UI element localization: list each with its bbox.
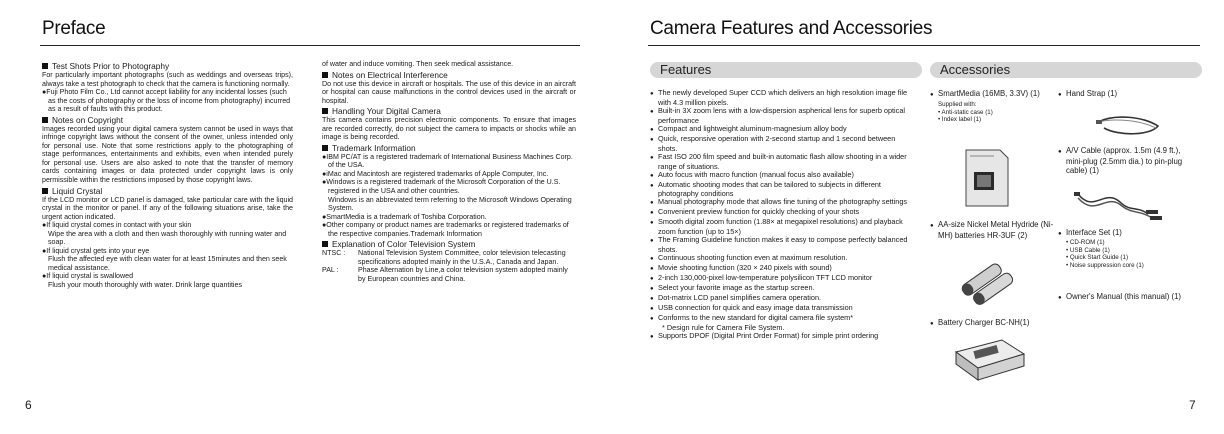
features-list	[650, 89, 908, 342]
paragraph: of water and induce vomiting. Then seek medical assistance.	[322, 60, 514, 68]
feature-item: ● Conforms to the new standard for digital camera file system*	[650, 314, 908, 324]
accessory-strap	[1058, 89, 1196, 100]
section-heading-text: Explanation of Color Television System	[332, 239, 476, 250]
accessory-owners-manual	[1058, 292, 1196, 303]
section-heading-text: Notes on Electrical Interference	[332, 69, 448, 80]
section-heading-text: Liquid Crystal	[52, 185, 103, 196]
square-bullet-icon	[42, 188, 48, 194]
interface-item: • Quick Start Guide (1)	[1066, 254, 1128, 262]
preface-column-1	[42, 60, 293, 290]
square-bullet-icon	[322, 241, 328, 247]
section-heading-text: Handling Your Digital Camera	[332, 106, 441, 117]
feature-item: ● Continuous shooting function even at maximum resolution.	[650, 254, 908, 264]
supplied-item: • Index label (1)	[938, 116, 982, 124]
feature-item: ● Select your favorite image as the startup screen.	[650, 284, 908, 294]
accessory-batteries	[930, 220, 1055, 240]
section-heading-text: Notes on Copyright	[52, 114, 124, 125]
definition-item	[322, 249, 576, 266]
feature-item: ● Movie shooting function (320 × 240 pixels with sound)	[650, 264, 908, 274]
interface-item: • USB Cable (1)	[1066, 246, 1110, 254]
accessory-interface-set	[1058, 228, 1196, 270]
right-title-rule	[648, 45, 1200, 46]
section-heading-text: Test Shots Prior to Photography	[52, 61, 170, 71]
feature-item: ● Convenient preview function for quickly checking of your shots	[650, 208, 908, 218]
feature-item: ● Built-in 3X zoom lens with a low-dispersion aspherical lens for superb optical performance	[650, 107, 908, 125]
section-heading	[322, 70, 576, 80]
owners-manual-label: ● Owner's Manual (this manual) (1)	[1058, 292, 1196, 303]
right-page-title: Camera Features and Accessories	[650, 18, 933, 39]
bullet-paragraph: ●Other company or product names are trademarks or registered trademarks of the respective companies.Trademark Information	[322, 221, 569, 238]
bullet-paragraph: ●If liquid crystal gets into your eye	[42, 246, 150, 255]
feature-item: ● Fast ISO 200 film speed and built-in automatic flash allow shooting in a wider range of situations.	[650, 153, 908, 171]
batteries-illustration	[958, 263, 1018, 307]
paragraph: Images recorded using your digital camera system cannot be used in ways that infringe copyright laws without the consent of the owner, unless intended only for personal use. Note that some restrictions apply to the photographing of stage performances, entertainments and exhibits, even when intended purely for personal use. Users are also asked to note that the transfer of memory cards containing images or data protected under copyright laws is only permissible within the restrictions imposed by those copyright laws.	[42, 124, 293, 185]
paragraph: Flush your mouth thoroughly with water. Drink large quantities	[48, 281, 242, 290]
section-heading	[322, 106, 576, 116]
left-title-rule	[40, 45, 580, 46]
definition-text: National Television System Committee, color television telecasting specifications adopted mainly in the U.S.A., Canada and Japan.	[358, 249, 566, 266]
bullet-paragraph: ●IBM PC/AT is a registered trademark of International Business Machines Corp. of the USA.	[322, 152, 573, 170]
bullet-paragraph: ●Fuji Photo Film Co., Ltd cannot accept liability for any incidental losses (such as the costs of photography or the loss of income from photography) incurred as a result of faults with this product.	[42, 88, 291, 114]
interface-item: • Noise suppression core (1)	[1066, 261, 1144, 269]
smartmedia-card-illustration	[962, 148, 1010, 208]
square-bullet-icon	[322, 72, 328, 78]
paragraph: For particularly important photographs (such as weddings and overseas trips), always take a test photograph to check that the camera is functioning normally.	[42, 71, 293, 88]
bullet-paragraph: ●Windows is a registered trademark of the Microsoft Corporation of the U.S. registered in the USA and other countries.	[322, 178, 561, 196]
bullet-paragraph: ●SmartMedia is a trademark of Toshiba Corporation.	[322, 212, 487, 221]
right-page-number: 7	[1189, 398, 1196, 412]
square-bullet-icon	[42, 117, 48, 123]
definition-item	[322, 266, 576, 283]
feature-item: ● Dot-matrix LCD panel simplifies camera operation.	[650, 294, 908, 304]
feature-item: ● Compact and lightweight aluminum-magnesium alloy body	[650, 125, 908, 135]
section-heading	[42, 61, 293, 71]
section-heading	[322, 239, 576, 249]
paragraph: Wipe the area with a cloth and then wash thoroughly with running water and soap.	[48, 229, 287, 247]
smartmedia-label: ● SmartMedia (16MB, 3.3V) (1)	[930, 89, 1048, 100]
paragraph: Flush the affected eye with clean water for at least 15minutes and then seek medical assistance.	[48, 255, 287, 272]
left-page-number: 6	[25, 398, 32, 412]
square-bullet-icon	[322, 108, 328, 114]
feature-item: ● The newly developed Super CCD which delivers an high resolution image file with 4.3 million pixels.	[650, 89, 908, 107]
accessory-charger	[930, 318, 1060, 329]
batteries-label: ● AA-size Nickel Metal Hydride (Ni-MH) batteries HR-3UF (2)	[930, 220, 1055, 240]
bullet-paragraph: ●iMac and Macintosh are registered trademarks of Apple Computer, Inc.	[322, 169, 549, 178]
feature-footnote: * Design rule for Camera File System.	[662, 322, 785, 332]
left-page-title: Preface	[42, 18, 106, 39]
feature-item: ● Manual photography mode that allows fine tuning of the photography settings	[650, 198, 908, 208]
supplied-with-label: Supplied with:	[938, 101, 977, 109]
feature-item: ● Smooth digital zoom function (1.88× at megapixel resolutions) and playback zoom function (up to 15×)	[650, 218, 908, 236]
av-cable-label: ● A/V Cable (approx. 1.5m (4.9 ft.), mini-plug (2.5mm dia.) to pin-plug cable) (1)	[1058, 146, 1196, 176]
charger-label: ● Battery Charger BC-NH(1)	[930, 318, 1060, 329]
bullet-paragraph: ●If liquid crystal comes in contact with your skin	[42, 221, 192, 230]
feature-item: ● Supports DPOF (Digital Print Order Format) for simple print ordering	[650, 332, 908, 342]
interface-item: • CD-ROM (1)	[1066, 239, 1105, 247]
av-cable-illustration	[1074, 184, 1164, 224]
section-heading	[42, 115, 293, 125]
section-heading	[42, 186, 293, 196]
strap-label: ● Hand Strap (1)	[1058, 89, 1196, 100]
definition-term: NTSC :	[322, 249, 346, 258]
preface-column-2	[322, 60, 576, 283]
accessory-smartmedia	[930, 89, 1048, 124]
feature-item: ● The Framing Guideline function makes it easy to compose perfectly balanced shots.	[650, 236, 908, 254]
paragraph: Do not use this device in aircraft or hospitals. The use of this device in an aircraft or hospital can cause malfunctions in the control devices used in the aircraft or hospital.	[322, 79, 576, 105]
paragraph: If the LCD monitor or LCD panel is damaged, take particular care with the liquid crystal in the monitor or panel. If any of the following situations arise, take the urgent action indicated.	[42, 195, 293, 221]
feature-item: ● Quick, responsive operation with 2-second startup and 1 second between shots.	[650, 135, 908, 153]
feature-item: ● USB connection for quick and easy image data transmission	[650, 304, 908, 314]
accessories-header: Accessories	[930, 62, 1202, 78]
paragraph: This camera contains precision electronic components. To ensure that images are recorded correctly, do not subject the camera to impacts or shocks while an image is being recorded.	[322, 116, 576, 142]
charger-illustration	[950, 336, 1030, 386]
feature-item: ● 2-inch 130,000-pixel low-temperature polysilicon TFT LCD monitor	[650, 274, 908, 284]
section-heading-text: Trademark Information	[332, 142, 416, 153]
feature-item: ● Auto focus with macro function (manual focus also available)	[650, 171, 908, 181]
accessory-av-cable	[1058, 146, 1196, 176]
paragraph: Windows is an abbreviated term referring to the Microsoft Windows Operating System.	[328, 195, 572, 213]
definition-text: Phase Alternation by Line,a color television system adopted mainly by European countries and China.	[358, 266, 568, 283]
interface-set-label: ● Interface Set (1)	[1058, 228, 1196, 239]
section-heading	[322, 143, 576, 153]
features-header: Features	[650, 62, 922, 78]
definition-term: PAL :	[322, 266, 339, 275]
supplied-item: • Anti-static case (1)	[938, 108, 993, 116]
square-bullet-icon	[42, 63, 48, 69]
square-bullet-icon	[322, 145, 328, 151]
bullet-paragraph: ●If liquid crystal is swallowed	[42, 272, 134, 281]
strap-illustration	[1094, 112, 1164, 140]
feature-item: ● Automatic shooting modes that can be tailored to subjects in different photography conditions	[650, 181, 908, 199]
